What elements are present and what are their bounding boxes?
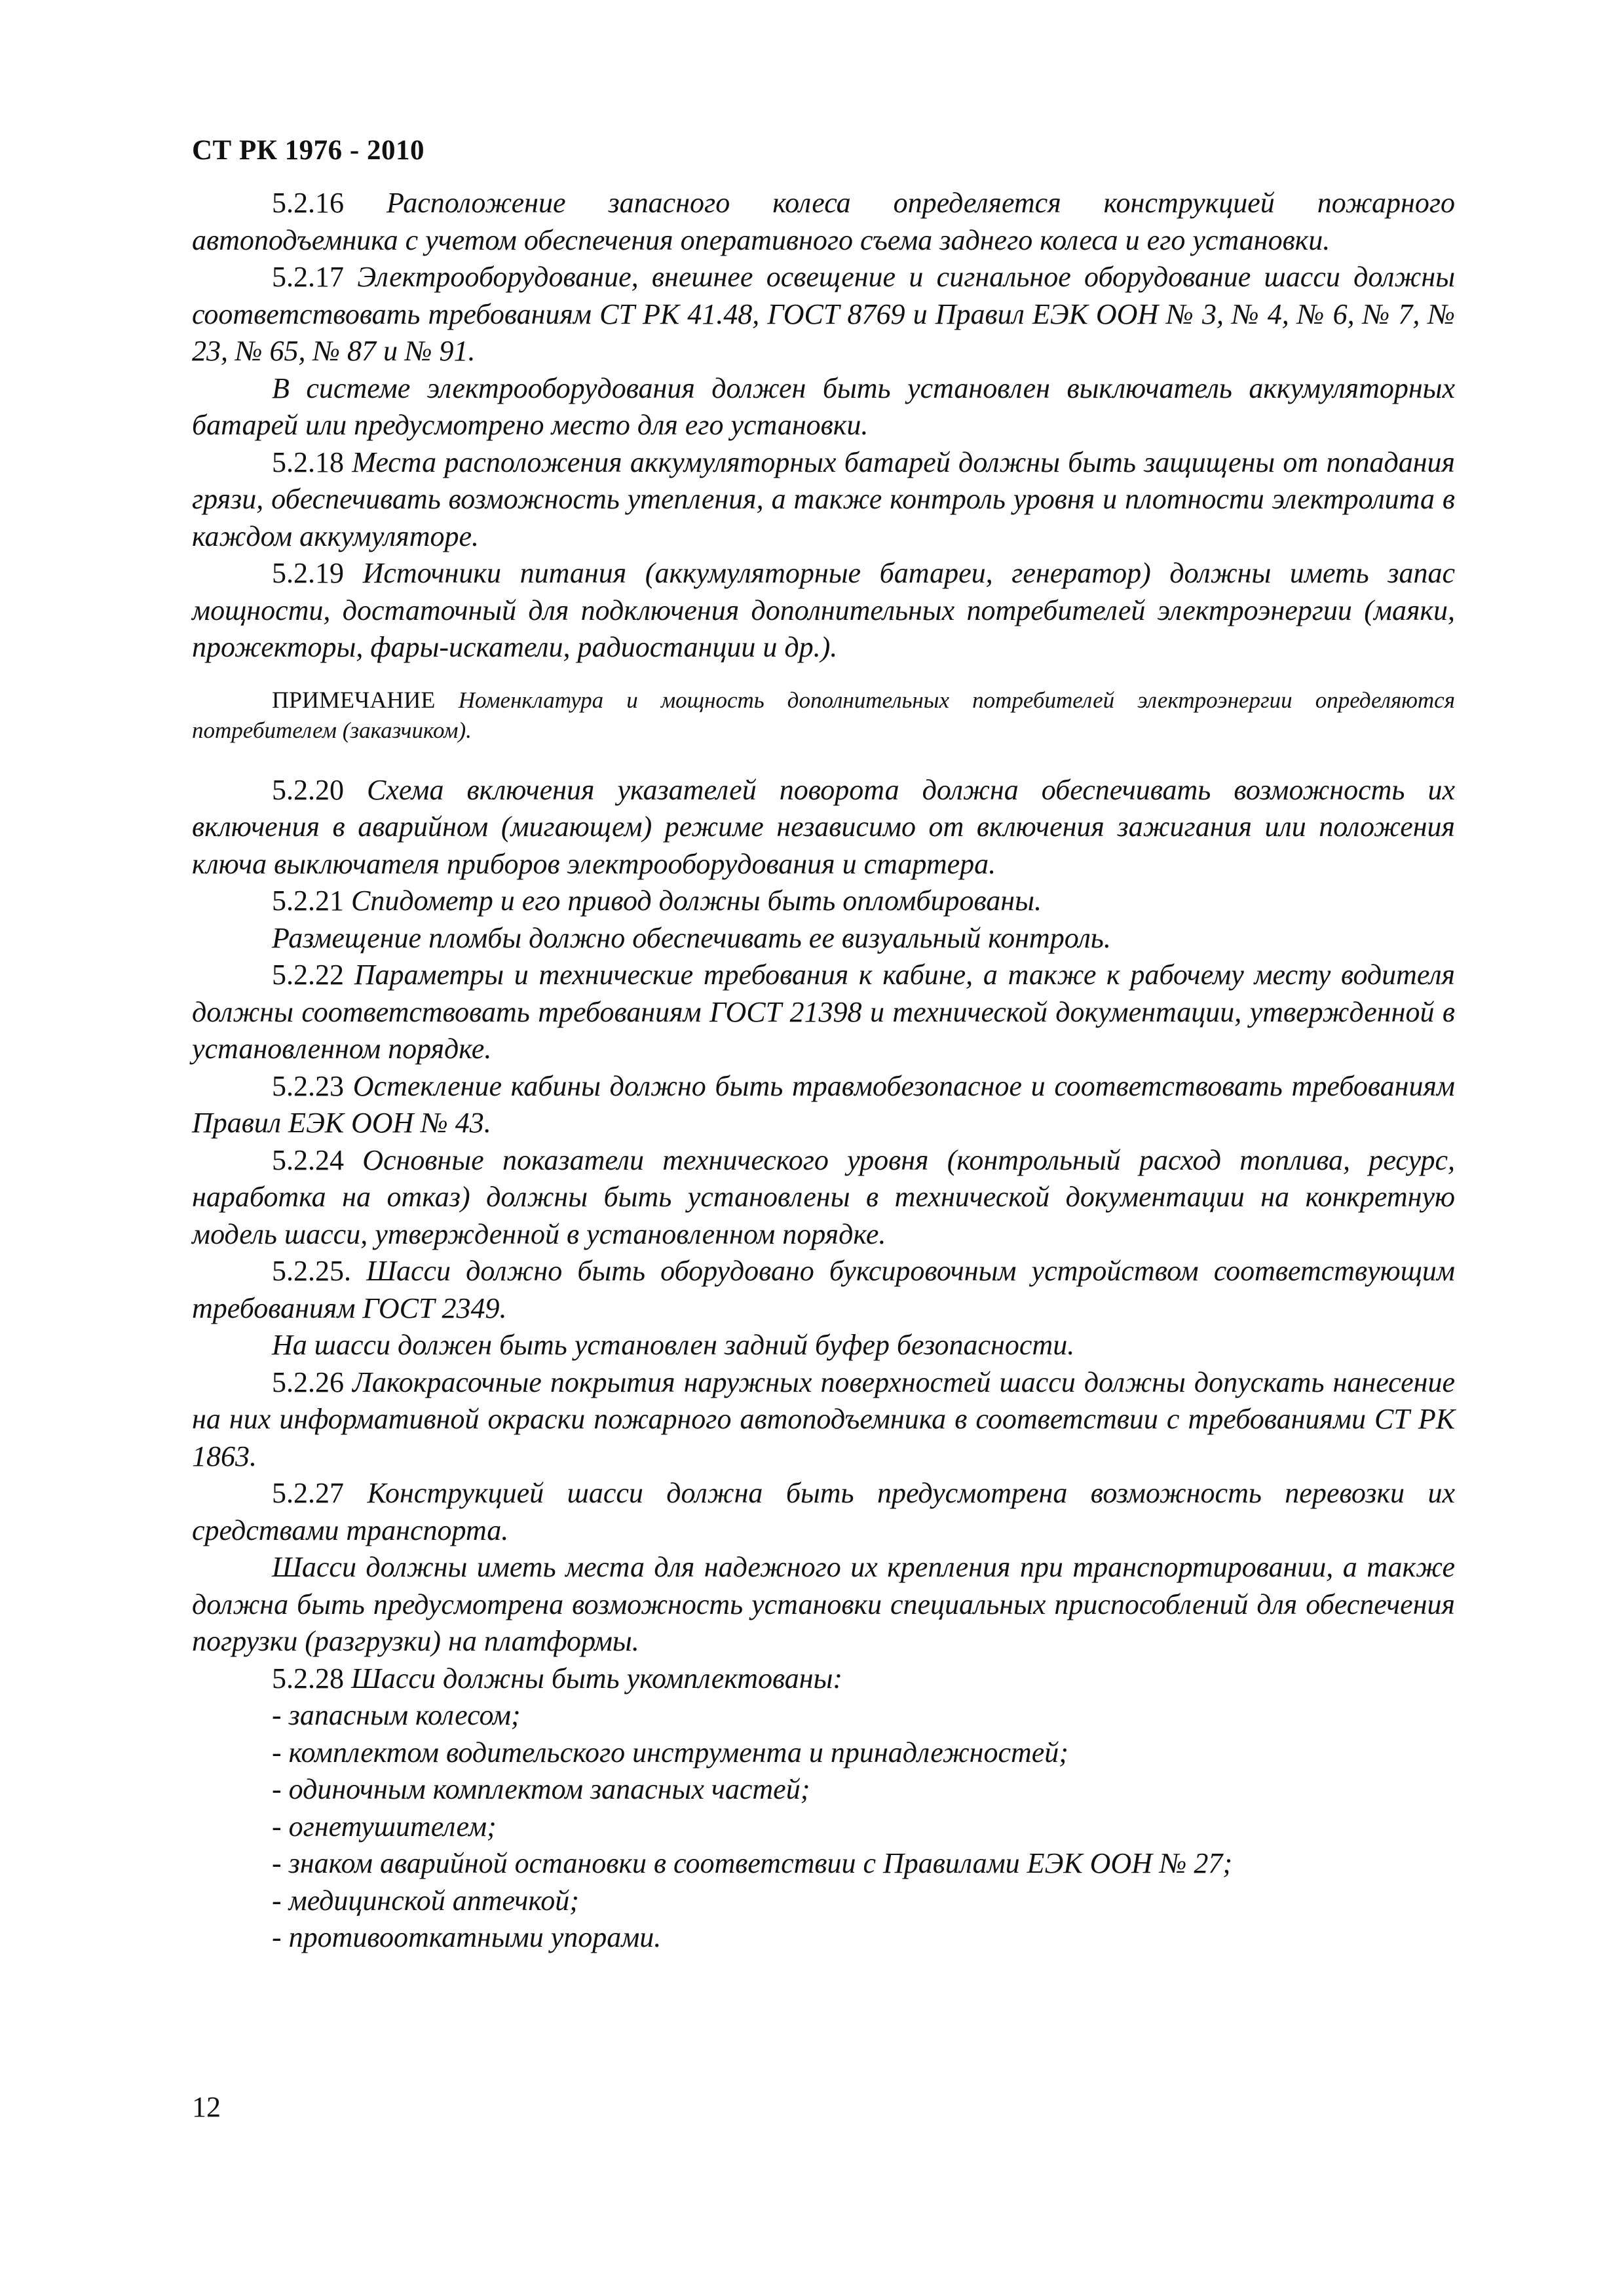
list-item: - знаком аварийной остановки в соответствии с Правилами ЕЭК ООН № 27;	[272, 1847, 1233, 1879]
list-item: - комплектом водительского инструмента и принадлежностей;	[272, 1736, 1068, 1769]
clause-number: 5.2.20	[272, 773, 368, 806]
clause-text: На шасси должен быть установлен задний буфер безопасности.	[272, 1329, 1075, 1361]
clause-text: Остекление кабины должно быть травмобезопасное и соответствовать требованиям Правил ЕЭК ООН № 43.	[192, 1069, 1455, 1139]
clause-text: Источники питания (аккумуляторные батареи, генератор) должны иметь запас мощности, достаточный для подключения дополнительных потребителей электроэнергии (маяки, прожекторы, фары-искатели, радиостанции и др.).	[192, 557, 1456, 663]
paragraph-5-2-19	[192, 555, 1455, 666]
list-item: - запасным колесом;	[272, 1699, 521, 1731]
clause-text: Параметры и технические требования к кабине, а также к рабочему месту водителя должны соответствовать требованиям ГОСТ 21398 и технической документации, утвержденной в установленном порядке.	[192, 959, 1455, 1065]
paragraph-5-2-25-cont	[192, 1327, 1455, 1364]
clause-number: 5.2.16	[272, 187, 387, 219]
clause-number: 5.2.27	[272, 1477, 368, 1509]
clause-number: 5.2.21	[272, 885, 351, 917]
paragraph-5-2-21	[192, 883, 1455, 920]
clause-number: 5.2.26	[272, 1366, 353, 1398]
clause-number: 5.2.17	[272, 261, 358, 293]
clause-text: Шасси должны быть укомплектованы:	[351, 1662, 843, 1694]
list-item: - огнетушителем;	[272, 1810, 497, 1843]
clause-text: Места расположения аккумуляторных батарей должны быть защищены от попадания грязи, обеспечивать возможность утепления, а также контроль уровня и плотности электролита в каждом аккумуляторе.	[192, 446, 1455, 552]
document-body	[192, 185, 1455, 1957]
paragraph-5-2-17-cont	[192, 370, 1455, 444]
list-item: - одиночным комплектом запасных частей;	[272, 1773, 810, 1805]
clause-text: Размещение пломбы должно обеспечивать ее визуальный контроль.	[272, 921, 1111, 954]
paragraph-5-2-24	[192, 1142, 1455, 1253]
paragraph-5-2-26	[192, 1364, 1455, 1476]
paragraph-5-2-28	[192, 1660, 1455, 1698]
clause-number: 5.2.22	[272, 959, 354, 991]
paragraph-5-2-21-cont	[192, 920, 1455, 957]
clause-text: Лакокрасочные покрытия наружных поверхностей шасси должны допускать нанесение на них информативной окраски пожарного автоподъемника в соответствии с требованиями СТ РК 1863.	[192, 1366, 1455, 1472]
note-label: ПРИМЕЧАНИЕ	[272, 686, 459, 713]
paragraph-5-2-20	[192, 772, 1455, 883]
paragraph-5-2-25	[192, 1253, 1455, 1327]
paragraph-5-2-22	[192, 957, 1455, 1068]
clause-text: Спидометр и его привод должны быть опломбированы.	[351, 885, 1042, 917]
note-text: Номенклатура и мощность дополнительных потребителей электроэнергии определяются потребителем (заказчиком).	[192, 687, 1455, 743]
clause-number: 5.2.19	[272, 557, 363, 589]
clause-text: Расположение запасного колеса определяется конструкцией пожарного автоподъемника с учетом обеспечения оперативного съема заднего колеса и его установки.	[192, 187, 1455, 256]
paragraph-5-2-16	[192, 185, 1455, 259]
list-item: - медицинской аптечкой;	[272, 1884, 579, 1917]
page-number: 12	[192, 2091, 221, 2123]
clause-text: Схема включения указателей поворота должна обеспечивать возможность их включения в аварийном (мигающем) режиме независимо от включения зажигания или положения ключа выключателя приборов электрооборудования и стартера.	[192, 773, 1455, 880]
clause-text: Основные показатели технического уровня (контрольный расход топлива, ресурс, наработка на отказ) должны быть установлены в технической документации на конкретную модель шасси, утвержденной в установленном порядке.	[192, 1143, 1455, 1250]
paragraph-5-2-27-cont	[192, 1549, 1455, 1660]
clause-number: 5.2.24	[272, 1143, 363, 1176]
paragraph-5-2-18	[192, 444, 1455, 556]
clause-number: 5.2.23	[272, 1069, 353, 1102]
clause-text: Конструкцией шасси должна быть предусмотрена возможность перевозки их средствами транспорта.	[192, 1477, 1456, 1546]
clause-text: В системе электрооборудования должен быть установлен выключатель аккумуляторных батарей или предусмотрено место для его установки.	[192, 372, 1455, 441]
list-item: - противооткатными упорами.	[272, 1921, 662, 1953]
document-code-header: СТ РК 1976 - 2010	[192, 135, 425, 166]
paragraph-5-2-27	[192, 1475, 1455, 1549]
clause-text: Электрооборудование, внешнее освещение и сигнальное оборудование шасси должны соответствовать требованиям СТ РК 41.48, ГОСТ 8769 и Правил ЕЭК ООН № 3, № 4, № 6, № 7, № 23, № 65, № 87 и № 91.	[192, 261, 1456, 367]
paragraph-5-2-23	[192, 1068, 1455, 1142]
note-block	[192, 685, 1455, 746]
clause-text: Шасси должны иметь места для надежного их крепления при транспортировании, а также должна быть предусмотрена возможность установки специальных приспособлений для обеспечения погрузки (разгрузки) на платформы.	[192, 1551, 1455, 1657]
clause-number: 5.2.18	[272, 446, 352, 478]
clause-number: 5.2.28	[272, 1662, 351, 1694]
paragraph-5-2-17	[192, 259, 1455, 370]
clause-number: 5.2.25.	[272, 1255, 367, 1287]
clause-text: Шасси должно быть оборудовано буксировочным устройством соответствующим требованиям ГОСТ 2349.	[192, 1255, 1455, 1324]
